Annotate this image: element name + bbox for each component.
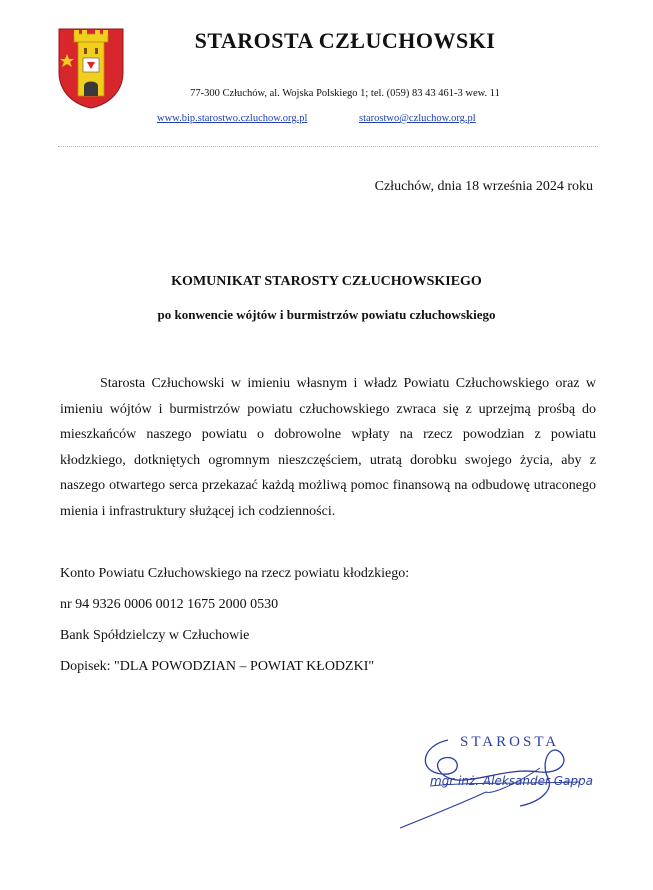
bank-name: Bank Spółdzielczy w Człuchowie — [60, 628, 250, 643]
email-link[interactable]: starostwo@czluchow.org.pl — [359, 113, 476, 124]
letterhead-title: STAROSTA CZŁUCHOWSKI — [194, 28, 496, 53]
account-label: Konto Powiatu Człuchowskiego na rzecz powiatu kłodzkiego: — [60, 566, 410, 581]
signature-stamp — [390, 732, 600, 832]
stamp-title: STAROSTA — [460, 734, 560, 750]
header-divider — [58, 146, 598, 147]
stamp-name: mgr inż. Aleksander Gappa — [430, 774, 593, 788]
body-paragraph: Starosta Człuchowski w imieniu własnym i władz Powiatu Człuchowskiego oraz w imieniu wójtów i burmistrzów powiatu człuchowskiego zwraca się z uprzejmą prośbą do mieszkańców naszego powiatu o dobrowolne wpłaty na rzecz powodzian z powiatu kłodzkiego, dotkniętych ogromnym nieszczęściem, utratą dorobku swojego życia, aby z naszego otwartego serca przekazać każdą możliwą pomoc finansową na odbudowę utraconego mienia i infrastruktury służącej ich codzienności. — [60, 376, 596, 519]
account-number: nr 94 9326 0006 0012 1675 2000 0530 — [60, 597, 279, 612]
document-subheading: po konwencie wójtów i burmistrzów powiatu człuchowskiego — [157, 307, 496, 322]
coat-of-arms-icon — [56, 26, 126, 110]
account-details — [60, 566, 409, 690]
document-heading: KOMUNIKAT STAROSTY CZŁUCHOWSKIEGO — [171, 274, 482, 289]
transfer-note: Dopisek: "DLA POWODZIAN – POWIAT KŁODZKI" — [60, 659, 375, 674]
website-link[interactable]: www.bip.starostwo.czluchow.org.pl — [157, 113, 308, 124]
dateline: Człuchów, dnia 18 września 2024 roku — [374, 179, 593, 194]
letterhead-address: 77-300 Człuchów, al. Wojska Polskiego 1; tel. (059) 83 43 461-3 wew. 11 — [190, 88, 500, 99]
